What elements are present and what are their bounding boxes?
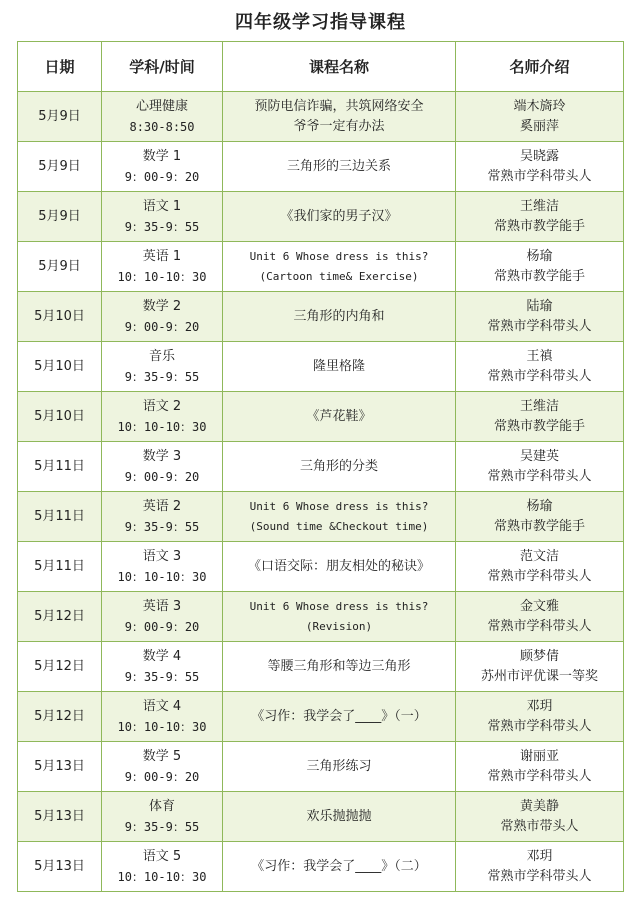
teacher-name: 杨瑜 — [526, 248, 553, 264]
table-row — [18, 692, 624, 742]
teacher-name: 杨瑜 — [526, 498, 553, 514]
cell-date: 5月9日 — [18, 142, 102, 192]
course-name-line: Unit 6 Whose dress is this? — [249, 599, 429, 613]
table-row — [18, 592, 624, 642]
subject-label: 英语 2 — [142, 498, 182, 514]
time-label: 10：10-10：30 — [117, 869, 207, 884]
teacher-name: 范文洁 — [519, 548, 559, 564]
subject-label: 音乐 — [148, 348, 175, 364]
table-row — [18, 92, 624, 142]
teacher-name: 吴晓露 — [519, 148, 559, 164]
teacher-name: 陆瑜 — [526, 298, 553, 314]
teacher-name: 王维洁 — [519, 198, 559, 214]
cell-date: 5月12日 — [18, 692, 102, 742]
header-date: 日期 — [18, 42, 102, 92]
teacher-name: 金文雅 — [519, 598, 559, 614]
cell-course-name — [223, 592, 456, 642]
teacher-name: 谢丽亚 — [519, 748, 559, 764]
time-label: 9：00-9：20 — [124, 319, 200, 334]
cell-date: 5月12日 — [18, 592, 102, 642]
cell-subject-time — [102, 342, 223, 392]
teacher-title: 常熟市教学能手 — [493, 518, 585, 534]
header-subject-time: 学科/时间 — [102, 42, 223, 92]
cell-subject-time — [102, 792, 223, 842]
teacher-name: 顾梦倩 — [519, 648, 559, 664]
time-label: 9：35-9：55 — [124, 519, 200, 534]
cell-course-name — [223, 292, 456, 342]
header-course-name: 课程名称 — [223, 42, 456, 92]
cell-teacher — [456, 442, 624, 492]
cell-subject-time — [102, 842, 223, 892]
teacher-name: 邓玥 — [526, 848, 553, 864]
cell-teacher — [456, 792, 624, 842]
table-row — [18, 742, 624, 792]
cell-subject-time — [102, 92, 223, 142]
cell-teacher — [456, 92, 624, 142]
cell-date: 5月10日 — [18, 342, 102, 392]
subject-label: 数学 2 — [142, 298, 182, 314]
cell-course-name — [223, 742, 456, 792]
cell-subject-time — [102, 492, 223, 542]
course-name-line: 欢乐抛抛抛 — [306, 808, 372, 824]
teacher-title: 常熟市教学能手 — [493, 218, 585, 234]
cell-date: 5月9日 — [18, 192, 102, 242]
cell-date: 5月11日 — [18, 542, 102, 592]
teacher-name: 端木旖玲 — [513, 98, 566, 114]
subject-label: 数学 5 — [142, 748, 182, 764]
cell-teacher — [456, 642, 624, 692]
table-row — [18, 192, 624, 242]
cell-subject-time — [102, 692, 223, 742]
time-label: 10：10-10：30 — [117, 569, 207, 584]
teacher-title: 常熟市教学能手 — [493, 268, 585, 284]
table-row — [18, 542, 624, 592]
time-label: 9：00-9：20 — [124, 619, 200, 634]
teacher-name: 吴建英 — [519, 448, 559, 464]
table-body — [18, 92, 624, 892]
time-label: 9：00-9：20 — [124, 469, 200, 484]
table-row — [18, 642, 624, 692]
course-name-line: Unit 6 Whose dress is this? — [249, 249, 429, 263]
course-name-line: Unit 6 Whose dress is this? — [249, 499, 429, 513]
table-row — [18, 342, 624, 392]
table-row — [18, 142, 624, 192]
cell-teacher — [456, 842, 624, 892]
cell-course-name — [223, 792, 456, 842]
table-row — [18, 292, 624, 342]
time-label: 9：00-9：20 — [124, 769, 200, 784]
time-label: 9：35-9：55 — [124, 819, 200, 834]
cell-subject-time — [102, 742, 223, 792]
teacher-title: 常熟市学科带头人 — [487, 868, 592, 884]
cell-date: 5月13日 — [18, 742, 102, 792]
course-name-line: 三角形的分类 — [299, 458, 378, 474]
time-label: 9：35-9：55 — [124, 669, 200, 684]
teacher-title: 常熟市学科带头人 — [487, 468, 592, 484]
subject-label: 心理健康 — [135, 98, 188, 114]
table-header-row — [18, 42, 624, 92]
cell-teacher — [456, 742, 624, 792]
cell-course-name — [223, 192, 456, 242]
cell-date: 5月10日 — [18, 292, 102, 342]
cell-date: 5月13日 — [18, 842, 102, 892]
cell-date: 5月9日 — [18, 92, 102, 142]
teacher-title: 常熟市学科带头人 — [487, 318, 592, 334]
course-name-line: 《口语交际：朋友相处的秘诀》 — [247, 558, 430, 574]
course-name-line: 爷爷一定有办法 — [293, 118, 385, 134]
course-name-line: 《习作：我学会了____》（一） — [251, 708, 427, 724]
subject-label: 语文 3 — [142, 548, 182, 564]
cell-teacher — [456, 192, 624, 242]
course-name-line: 《芦花鞋》 — [306, 408, 372, 424]
cell-subject-time — [102, 192, 223, 242]
teacher-title: 常熟市学科带头人 — [487, 368, 592, 384]
course-schedule-table — [17, 41, 624, 892]
cell-date: 5月11日 — [18, 442, 102, 492]
cell-course-name — [223, 492, 456, 542]
subject-label: 语文 4 — [142, 698, 182, 714]
table-row — [18, 492, 624, 542]
cell-course-name — [223, 342, 456, 392]
course-name-line: 《习作：我学会了____》（二） — [251, 858, 427, 874]
cell-course-name — [223, 92, 456, 142]
table-row — [18, 242, 624, 292]
cell-date: 5月13日 — [18, 792, 102, 842]
table-row — [18, 792, 624, 842]
cell-subject-time — [102, 642, 223, 692]
time-label: 10：10-10：30 — [117, 269, 207, 284]
cell-teacher — [456, 542, 624, 592]
cell-date: 5月10日 — [18, 392, 102, 442]
teacher-title: 常熟市学科带头人 — [487, 568, 592, 584]
cell-course-name — [223, 542, 456, 592]
teacher-title: 奚丽萍 — [519, 118, 559, 134]
table-row — [18, 442, 624, 492]
header-teacher: 名师介绍 — [456, 42, 624, 92]
teacher-title: 常熟市学科带头人 — [487, 718, 592, 734]
time-label: 9：00-9：20 — [124, 169, 200, 184]
cell-subject-time — [102, 592, 223, 642]
teacher-name: 王维洁 — [519, 398, 559, 414]
subject-label: 语文 2 — [142, 398, 182, 414]
course-name-line: 三角形练习 — [306, 758, 372, 774]
time-label: 10：10-10：30 — [117, 719, 207, 734]
course-name-line: 三角形的内角和 — [293, 308, 385, 324]
time-label: 10：10-10：30 — [117, 419, 207, 434]
teacher-name: 黄美静 — [519, 798, 559, 814]
cell-teacher — [456, 592, 624, 642]
cell-teacher — [456, 392, 624, 442]
teacher-title: 常熟市教学能手 — [493, 418, 585, 434]
cell-subject-time — [102, 542, 223, 592]
subject-label: 语文 1 — [142, 198, 182, 214]
cell-teacher — [456, 492, 624, 542]
cell-subject-time — [102, 292, 223, 342]
cell-course-name — [223, 842, 456, 892]
subject-label: 数学 4 — [142, 648, 182, 664]
table-row — [18, 392, 624, 442]
cell-date: 5月12日 — [18, 642, 102, 692]
cell-date: 5月11日 — [18, 492, 102, 542]
cell-course-name — [223, 142, 456, 192]
cell-course-name — [223, 642, 456, 692]
subject-label: 英语 3 — [142, 598, 182, 614]
time-label: 9：35-9：55 — [124, 369, 200, 384]
course-name-line: (Revision) — [305, 619, 373, 633]
cell-teacher — [456, 342, 624, 392]
subject-label: 英语 1 — [142, 248, 182, 264]
subject-label: 语文 5 — [142, 848, 182, 864]
time-label: 9：35-9：55 — [124, 219, 200, 234]
course-name-line: (Cartoon time& Exercise) — [259, 269, 419, 283]
teacher-title: 苏州市评优课一等奖 — [480, 668, 598, 684]
teacher-title: 常熟市带头人 — [500, 818, 579, 834]
cell-course-name — [223, 692, 456, 742]
cell-teacher — [456, 242, 624, 292]
subject-label: 体育 — [148, 798, 175, 814]
teacher-title: 常熟市学科带头人 — [487, 168, 592, 184]
course-name-line: 隆里格隆 — [312, 358, 365, 374]
cell-teacher — [456, 142, 624, 192]
teacher-name: 王禛 — [526, 348, 553, 364]
cell-course-name — [223, 442, 456, 492]
cell-course-name — [223, 242, 456, 292]
cell-course-name — [223, 392, 456, 442]
cell-subject-time — [102, 392, 223, 442]
cell-date: 5月9日 — [18, 242, 102, 292]
page-title: 四年级学习指导课程 — [235, 12, 406, 33]
course-name-line: 三角形的三边关系 — [286, 158, 391, 174]
time-label: 8:30-8:50 — [129, 119, 195, 134]
course-name-line: 等腰三角形和等边三角形 — [267, 658, 411, 674]
cell-subject-time — [102, 142, 223, 192]
course-name-line: (Sound time &Checkout time) — [249, 519, 429, 533]
cell-subject-time — [102, 442, 223, 492]
table-row — [18, 842, 624, 892]
cell-subject-time — [102, 242, 223, 292]
course-name-line: 《我们家的男子汉》 — [280, 208, 398, 224]
teacher-name: 邓玥 — [526, 698, 553, 714]
course-name-line: 预防电信诈骗，共筑网络安全 — [254, 98, 424, 114]
teacher-title: 常熟市学科带头人 — [487, 618, 592, 634]
cell-teacher — [456, 292, 624, 342]
cell-teacher — [456, 692, 624, 742]
subject-label: 数学 3 — [142, 448, 182, 464]
teacher-title: 常熟市学科带头人 — [487, 768, 592, 784]
subject-label: 数学 1 — [142, 148, 182, 164]
